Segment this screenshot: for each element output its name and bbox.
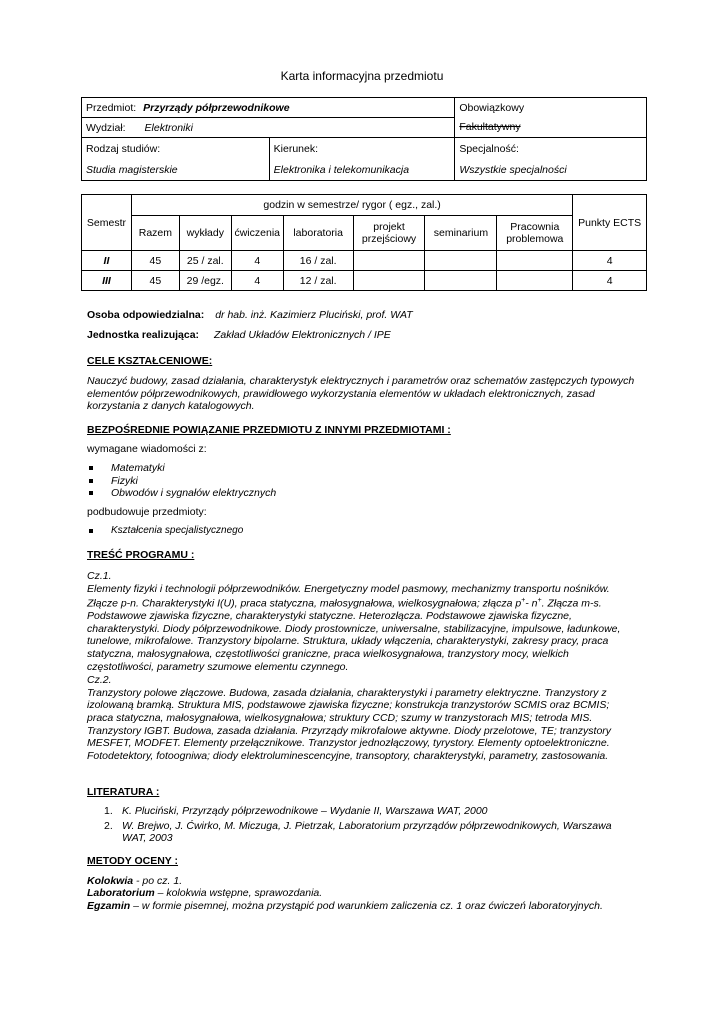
specjalnosc-label: Specjalność: (455, 138, 647, 160)
osoba-label: Osoba odpowiedzialna: (87, 309, 205, 321)
table-row (82, 251, 647, 271)
col-seminarium: seminarium (425, 216, 497, 251)
col-wyklady: wykłady (179, 216, 231, 251)
col-cwiczenia: ćwiczenia (231, 216, 283, 251)
table-row (82, 271, 647, 291)
cz2-text: Tranzystory polowe złączowe. Budowa, zasada działania, charakterystyki i parametry elektryczne. Tranzystory z izolowaną bramką. Struktura MIS, podstawowe zjawiska fizyczne; konstrukcja tranzystorów SCMIS oraz BCMIS; praca statyczna, małosygnałowa, wielkosygnałowa; struktury CCD; szumy w tranzystorach MIS; tetroda MIS. Tranzystory IGBT. Budowa, zasada działania. Przyrządy mikrofalowe aktywne. Diody przelotowe, TE; tranzystory MESFET, MODFET. Elementy przełącznikowe. Tranzystor jednozłączowy, tyrystory. Elementy optoelektroniczne. Fotodetektory, fotoogniwa; diody elektroluminescencyjne, transoptory, charakterystyki, parametry, zastosowania. (87, 686, 612, 762)
cele-text: Nauczyć budowy, zasad działania, charakterystyk elektrycznych i parametrów oraz schematów zastępczych typowych elementów półprzewodnikowych, prawidłowego wykorzystania elementów w układach elektronicznych, zasad korzystania z danych katalogowych. (87, 375, 635, 413)
osoba-value: dr hab. inż. Kazimierz Pluciński, prof. WAT (215, 309, 413, 321)
cz1-sup-1: + (521, 597, 526, 605)
row-seminarium (425, 251, 497, 271)
row-projekt (353, 251, 425, 271)
cz1-text-c: . Złącza m-s. (541, 597, 602, 610)
list-item (87, 475, 276, 488)
kolokwia-label: Kolokwia (87, 875, 134, 887)
jednostka-line (87, 329, 391, 341)
list-number: 1. (104, 805, 113, 817)
list-item (87, 462, 276, 475)
list-number: 2. (104, 819, 113, 832)
hours-table (81, 194, 647, 291)
cele-heading: CELE KSZTAŁCENIOWE: (87, 355, 213, 367)
row-laboratoria: 12 / zal. (283, 271, 353, 291)
row-laboratoria: 16 / zal. (283, 251, 353, 271)
bullet-icon (89, 529, 93, 533)
course-info-table (81, 97, 647, 181)
row-projekt (353, 271, 425, 291)
cz1-sup-2: + (537, 597, 542, 605)
cz1-line2 (87, 595, 635, 610)
col-laboratoria: laboratoria (283, 216, 353, 251)
list-item-text: Matematyki (111, 462, 165, 474)
col-razem: Razem (131, 216, 179, 251)
cz2-label: Cz.2. (87, 674, 112, 687)
literatura-heading: LITERATURA : (87, 786, 160, 798)
list-item-text: Obwodów i sygnałów elektrycznych (111, 487, 277, 500)
row-cwiczenia: 4 (231, 251, 283, 271)
bullet-icon (89, 479, 93, 483)
row-seminarium (425, 271, 497, 291)
cz1-label: Cz.1. (87, 570, 112, 582)
obowiazkowy-cell: Obowiązkowy (455, 98, 647, 118)
wydzial-cell (82, 118, 455, 138)
kierunek-label: Kierunek: (269, 138, 455, 160)
row-pracownia (497, 251, 573, 271)
podbudowuje-list (87, 525, 243, 538)
egzamin-label: Egzamin (87, 900, 131, 912)
list-item-text: K. Pluciński, Przyrządy półprzewodnikowe – Wydanie II, Warszawa WAT, 2000 (122, 805, 488, 817)
col-projekt: projekt przejściowy (353, 216, 425, 251)
bullet-icon (89, 466, 93, 470)
podbudowuje-label: podbudowuje przedmioty: (87, 506, 207, 518)
jednostka-value: Zakład Układów Elektronicznych / IPE (213, 329, 391, 341)
col-pracownia: Pracownia problemowa (497, 216, 573, 251)
semestr-header: Semestr (82, 195, 132, 251)
literatura-list (104, 805, 634, 847)
powiazanie-heading: BEZPOŚREDNIE POWIĄZANIE PRZEDMIOTU Z INNYMI PRZEDMIOTAMI : (87, 424, 451, 436)
list-item (87, 487, 276, 500)
przedmiot-value: Przyrządy półprzewodnikowe (143, 101, 290, 114)
egzamin-text: – w formie pisemnej, można przystąpić pod warunkiem zaliczenia cz. 1 oraz ćwiczeń laboratoryjnych. (130, 900, 603, 912)
bullet-icon (89, 491, 93, 495)
tresc-heading: TREŚĆ PROGRAMU : (87, 549, 195, 561)
wymagane-list (87, 462, 276, 500)
cz1-text-a: Złącze p-n. Charakterystyki I(U), praca statyczna, małosygnałowa, wielkosygnałowa; złącza p (87, 597, 522, 610)
przedmiot-label: Przedmiot: (86, 101, 137, 114)
page-title: Karta informacyjna przedmiotu (280, 69, 444, 83)
cz1-line1: Elementy fizyki i technologii półprzewodników. Energetyczny model pasmowy, mechanizmy transportu nośników. (87, 582, 610, 595)
wydzial-label: Wydział: (86, 121, 126, 134)
row-pracownia (497, 271, 573, 291)
laboratorium-text: – kolokwia wstępne, sprawozdania. (154, 887, 323, 899)
list-item-text: W. Brejwo, J. Ćwirko, M. Miczuga, J. Pietrzak, Laboratorium przyrządów półprzewodnikowych, Warszawa WAT, 2003 (122, 819, 612, 845)
row-razem: 45 (131, 251, 179, 271)
list-item-text: Fizyki (111, 474, 138, 487)
metody-egzamin (87, 900, 603, 912)
kolokwia-text: - po cz. 1. (133, 875, 183, 887)
hours-group-header: godzin w semestrze/ rygor ( egz., zal.) (131, 195, 572, 216)
osoba-line (87, 309, 413, 321)
cz1-rest: Podstawowe zjawiska fizyczne, charakterystyki statyczne. Heterozłącza. Podstawowe zjawiska fizyczne, charakterystyki. Diody półprzewodnikowe. Diody prostownicze, uniwersalne, stabilizacyjne, impulsowe, ładunkowe, tunelowe, mikrofalowe. Tranzystory bipolarne. Struktura, układy włączenia, charakterystyki, zakresy pracy, praca statyczna, małosygnałowa, częstotliwości graniczne, praca wielkosygnałowa, tranzystory mocy, wielkich częstotliwości, parametry szumowe elementu czynnego. (87, 610, 621, 673)
metody-laboratorium (87, 887, 322, 899)
kierunek-value: Elektronika i telekomunikacja (269, 159, 455, 181)
wydzial-value: Elektroniki (144, 121, 193, 134)
row-ects: 4 (573, 251, 647, 271)
list-item (104, 805, 634, 818)
list-item (87, 525, 243, 538)
rodzaj-value: Studia magisterskie (82, 159, 270, 181)
jednostka-label: Jednostka realizująca: (87, 329, 200, 341)
row-razem: 45 (131, 271, 179, 291)
list-item-text: Kształcenia specjalistycznego (111, 525, 244, 536)
row-semestr: II (82, 251, 132, 271)
przedmiot-cell (82, 98, 455, 118)
ects-header: Punkty ECTS (573, 195, 647, 251)
list-item (104, 820, 634, 845)
row-wyklady: 25 / zal. (179, 251, 231, 271)
laboratorium-label: Laboratorium (87, 887, 155, 899)
row-ects: 4 (573, 271, 647, 291)
fakultatywny-value: Fakultatywny (459, 121, 521, 134)
row-cwiczenia: 4 (231, 271, 283, 291)
fakultatywny-cell (455, 118, 647, 138)
cz1-text-b: - n (525, 597, 538, 610)
tresc-cz1 (87, 570, 635, 762)
metody-kolokwia (87, 875, 182, 887)
metody-heading: METODY OCENY : (87, 855, 179, 867)
rodzaj-label: Rodzaj studiów: (82, 138, 270, 160)
specjalnosc-value: Wszystkie specjalności (455, 159, 647, 181)
row-wyklady: 29 /egz. (179, 271, 231, 291)
wymagane-label: wymagane wiadomości z: (87, 443, 207, 455)
row-semestr: III (82, 271, 132, 291)
